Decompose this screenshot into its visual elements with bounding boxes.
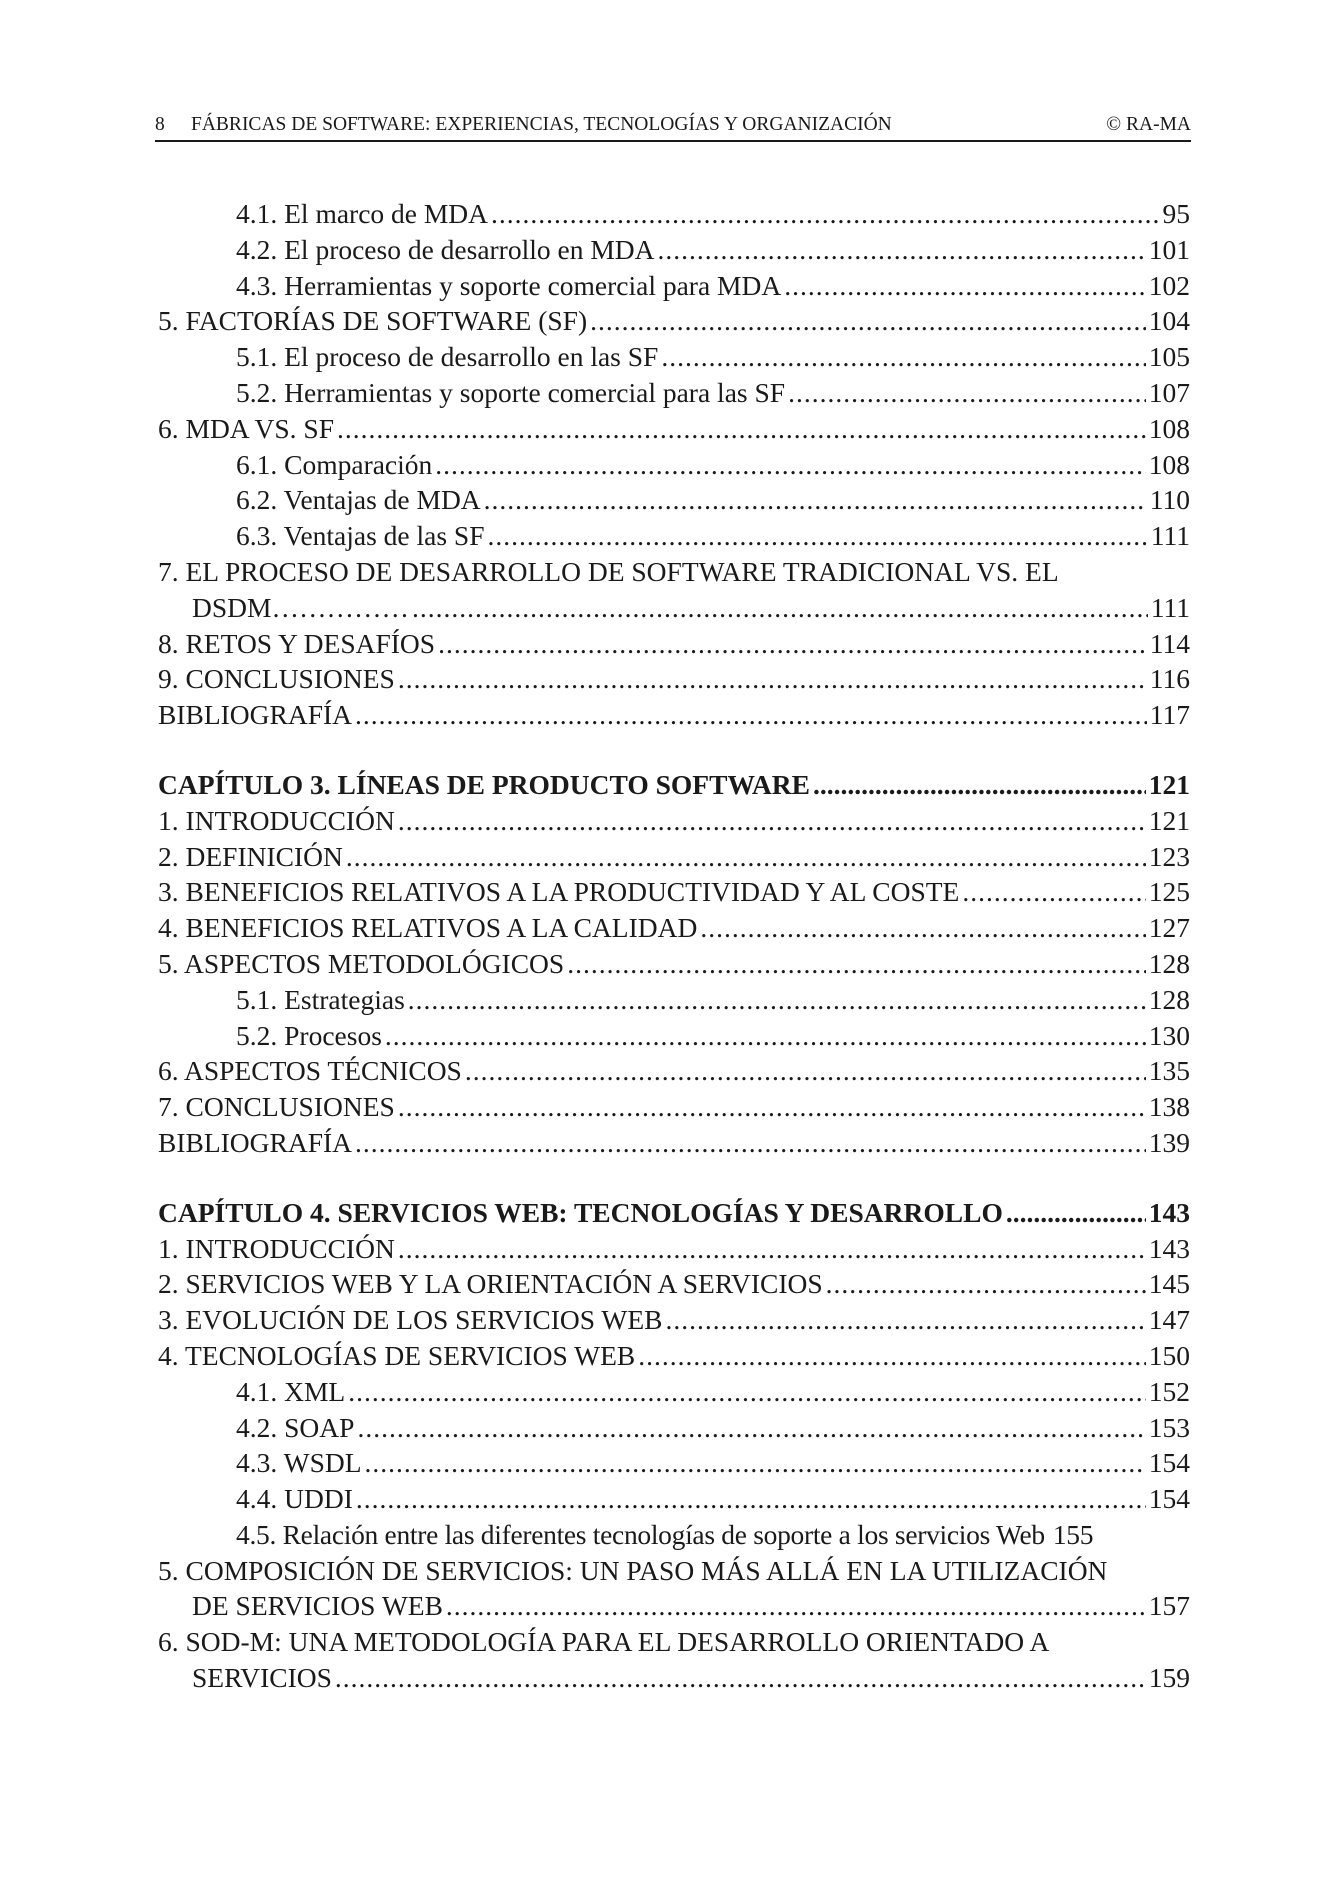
toc-entry-first-line: 5. COMPOSICIÓN DE SERVICIOS: UN PASO MÁS ALLÁ EN LA UTILIZACIÓN	[158, 1554, 1108, 1586]
toc-page-number: 154	[1148, 1447, 1190, 1479]
toc-label: 1. INTRODUCCIÓN	[158, 804, 395, 836]
dot-leader	[491, 196, 1159, 232]
toc-entry	[158, 1338, 1190, 1374]
dot-leader	[666, 1302, 1146, 1338]
toc-entry	[158, 196, 1190, 232]
dot-leader	[784, 268, 1146, 304]
toc-label: 6.3. Ventajas de las SF	[236, 520, 485, 552]
dot-leader	[398, 803, 1146, 839]
dot-leader	[398, 1089, 1146, 1125]
dot-leader	[465, 1053, 1146, 1089]
dot-leader	[658, 232, 1146, 268]
toc-entry	[158, 339, 1190, 375]
toc-label: 8. RETOS Y DESAFÍOS	[158, 627, 436, 659]
toc-label: DSDM……………	[192, 591, 409, 623]
dot-leader	[446, 1588, 1146, 1624]
toc-page-number: 159	[1148, 1662, 1190, 1694]
toc-page-number: 111	[1150, 591, 1190, 623]
toc-label: BIBLIOGRAFÍA	[158, 1126, 353, 1158]
toc-entry	[158, 411, 1190, 447]
header-page-number: 8	[155, 114, 165, 135]
toc-label: CAPÍTULO 4. SERVICIOS WEB: TECNOLOGÍAS Y DESARROLLO	[158, 1196, 1003, 1228]
dot-leader	[346, 839, 1146, 875]
toc-page-number: 147	[1148, 1304, 1190, 1336]
toc-entry-first-line: 6. SOD-M: UNA METODOLOGÍA PARA EL DESARROLLO ORIENTADO A	[158, 1626, 1050, 1658]
dot-leader	[826, 1266, 1146, 1302]
toc-page-number: 130	[1148, 1019, 1190, 1051]
toc-page-number: 138	[1148, 1091, 1190, 1123]
dot-leader	[398, 1231, 1146, 1267]
toc-entry	[158, 590, 1190, 626]
toc-entry	[158, 303, 1190, 339]
toc-entry-first-line: 7. EL PROCESO DE DESARROLLO DE SOFTWARE TRADICIONAL VS. EL	[158, 555, 1059, 587]
dot-leader	[337, 411, 1146, 447]
toc-page-number: 108	[1148, 412, 1190, 444]
toc-label: 4.2. SOAP	[236, 1411, 355, 1443]
toc-label: CAPÍTULO 3. LÍNEAS DE PRODUCTO SOFTWARE	[158, 768, 810, 800]
dot-leader	[661, 339, 1145, 375]
dot-leader	[348, 1374, 1146, 1410]
dot-leader	[435, 447, 1145, 483]
toc-page-number: 135	[1148, 1055, 1190, 1087]
toc-page-number: 143	[1148, 1196, 1190, 1228]
toc-page-number: 153	[1148, 1411, 1190, 1443]
toc-page-number: 101	[1148, 233, 1190, 265]
toc-label: 9. CONCLUSIONES	[158, 663, 395, 695]
toc-page-number: 102	[1148, 269, 1190, 301]
toc-label: 5.2. Herramientas y soporte comercial para las SF	[236, 376, 786, 408]
toc-entry	[158, 874, 1190, 910]
toc-label: 5.1. Estrategias	[236, 983, 405, 1015]
toc-page-number: 105	[1148, 341, 1190, 373]
toc-entry	[158, 1302, 1190, 1338]
toc-label: 2. SERVICIOS WEB Y LA ORIENTACIÓN A SERVICIOS	[158, 1268, 823, 1300]
toc-page-number: 152	[1148, 1375, 1190, 1407]
toc-label: 6.2. Ventajas de MDA	[236, 484, 481, 516]
toc-entry	[158, 1089, 1190, 1125]
toc-page-number: 116	[1149, 663, 1190, 695]
toc-page-number: 104	[1148, 305, 1190, 337]
toc-entry	[158, 1660, 1190, 1696]
dot-leader	[355, 697, 1147, 733]
toc-entry	[158, 839, 1190, 875]
toc-page-number: 143	[1148, 1232, 1190, 1264]
toc-entry	[158, 482, 1190, 518]
toc-entry	[158, 697, 1190, 733]
dot-leader	[1006, 1195, 1146, 1231]
toc-page-number: 127	[1148, 912, 1190, 944]
toc-entry	[158, 268, 1190, 304]
toc-label: 6. MDA VS. SF	[158, 412, 335, 444]
toc-page-number: 108	[1148, 448, 1190, 480]
dot-leader	[962, 874, 1145, 910]
toc-label: 5. FACTORÍAS DE SOFTWARE (SF)	[158, 305, 588, 337]
dot-leader	[408, 982, 1146, 1018]
toc-label: 4.2. El proceso de desarrollo en MDA	[236, 233, 655, 265]
toc-page-number: 110	[1149, 484, 1190, 516]
toc-page-number: 154	[1148, 1483, 1190, 1515]
dot-leader	[638, 1338, 1145, 1374]
dot-leader	[438, 626, 1147, 662]
toc-entry	[158, 1266, 1190, 1302]
toc-label: 6.1. Comparación	[236, 448, 433, 480]
header-book-title: FÁBRICAS DE SOFTWARE: EXPERIENCIAS, TECNOLOGÍAS Y ORGANIZACIÓN	[191, 114, 892, 135]
toc-entry	[158, 1481, 1190, 1517]
toc-page-number: 139	[1148, 1126, 1190, 1158]
toc-label: 4.1. El marco de MDA	[236, 198, 489, 229]
toc-page-number: 157	[1148, 1590, 1190, 1622]
toc-label: 1. INTRODUCCIÓN	[158, 1232, 395, 1264]
toc-entry	[158, 1053, 1190, 1089]
toc-entry	[158, 447, 1190, 483]
toc-label: 3. EVOLUCIÓN DE LOS SERVICIOS WEB	[158, 1304, 663, 1336]
dot-leader	[365, 1445, 1146, 1481]
toc-page-number: 121	[1148, 804, 1190, 836]
toc-label: 7. CONCLUSIONES	[158, 1091, 395, 1123]
dot-leader	[484, 482, 1147, 518]
toc-page-number: 128	[1148, 983, 1190, 1015]
toc-label: 4. TECNOLOGÍAS DE SERVICIOS WEB	[158, 1339, 636, 1371]
dot-leader	[813, 767, 1146, 803]
toc-entry	[158, 661, 1190, 697]
toc-page-number: 123	[1148, 840, 1190, 872]
toc-label: 2. DEFINICIÓN	[158, 840, 343, 872]
toc-page-number: 111	[1150, 520, 1190, 552]
toc-page-number: 145	[1148, 1268, 1190, 1300]
toc-label: 4.5. Relación entre las diferentes tecnologías de soporte a los servicios Web	[236, 1518, 1045, 1550]
toc-label: 4.3. WSDL	[236, 1447, 362, 1479]
dot-leader	[356, 1481, 1146, 1517]
toc-label: SERVICIOS	[192, 1662, 332, 1694]
toc-entry	[158, 518, 1190, 554]
toc-entry	[158, 375, 1190, 411]
toc-page-number: 155	[1052, 1518, 1094, 1550]
toc-label: 5.1. El proceso de desarrollo en las SF	[236, 341, 659, 373]
dot-leader	[488, 518, 1148, 554]
toc-label: DE SERVICIOS WEB	[192, 1590, 443, 1622]
toc-chapter-heading	[158, 767, 1190, 803]
toc-page-number: 95	[1162, 198, 1190, 229]
dot-leader	[590, 303, 1146, 339]
dot-leader	[398, 661, 1147, 697]
toc-page-number: 114	[1149, 627, 1190, 659]
toc-entry	[158, 803, 1190, 839]
table-of-contents	[158, 196, 1190, 1696]
toc-entry	[158, 1018, 1190, 1054]
toc-chapter-heading	[158, 1195, 1190, 1231]
toc-page-number: 150	[1148, 1339, 1190, 1371]
toc-page-number: 125	[1148, 876, 1190, 908]
dot-leader	[385, 1018, 1146, 1054]
dot-leader	[788, 375, 1146, 411]
toc-entry	[158, 1125, 1190, 1161]
toc-entry	[158, 1374, 1190, 1410]
toc-entry	[158, 626, 1190, 662]
toc-entry	[158, 946, 1190, 982]
dot-leader	[355, 1125, 1146, 1161]
toc-page-number: 128	[1148, 947, 1190, 979]
toc-entry	[158, 1445, 1190, 1481]
running-header	[155, 110, 1191, 142]
toc-label: 5. ASPECTOS METODOLÓGICOS	[158, 947, 565, 979]
toc-entry	[158, 1231, 1190, 1267]
toc-label: 4.1. XML	[236, 1375, 346, 1407]
toc-label: 4.4. UDDI	[236, 1483, 353, 1515]
toc-label: 4.3. Herramientas y soporte comercial para MDA	[236, 269, 782, 301]
header-publisher: © RA-MA	[1106, 114, 1191, 135]
dot-leader	[567, 946, 1146, 982]
toc-entry	[158, 1517, 1190, 1553]
toc-label: 6. ASPECTOS TÉCNICOS	[158, 1055, 462, 1087]
toc-label: 5.2. Procesos	[236, 1019, 382, 1051]
toc-page-number: 121	[1148, 768, 1190, 800]
toc-label: 4. BENEFICIOS RELATIVOS A LA CALIDAD	[158, 912, 698, 944]
toc-label: 3. BENEFICIOS RELATIVOS A LA PRODUCTIVIDAD Y AL COSTE	[158, 876, 960, 908]
dot-leader	[335, 1660, 1146, 1696]
toc-entry	[158, 1410, 1190, 1446]
toc-entry	[158, 232, 1190, 268]
toc-page-number: 117	[1149, 699, 1190, 731]
toc-entry	[158, 1588, 1190, 1624]
toc-entry	[158, 910, 1190, 946]
dot-leader	[357, 1410, 1145, 1446]
toc-label: BIBLIOGRAFÍA	[158, 699, 353, 731]
dot-leader	[700, 910, 1145, 946]
toc-entry	[158, 982, 1190, 1018]
dot-leader	[412, 590, 1148, 626]
toc-page-number: 107	[1148, 376, 1190, 408]
